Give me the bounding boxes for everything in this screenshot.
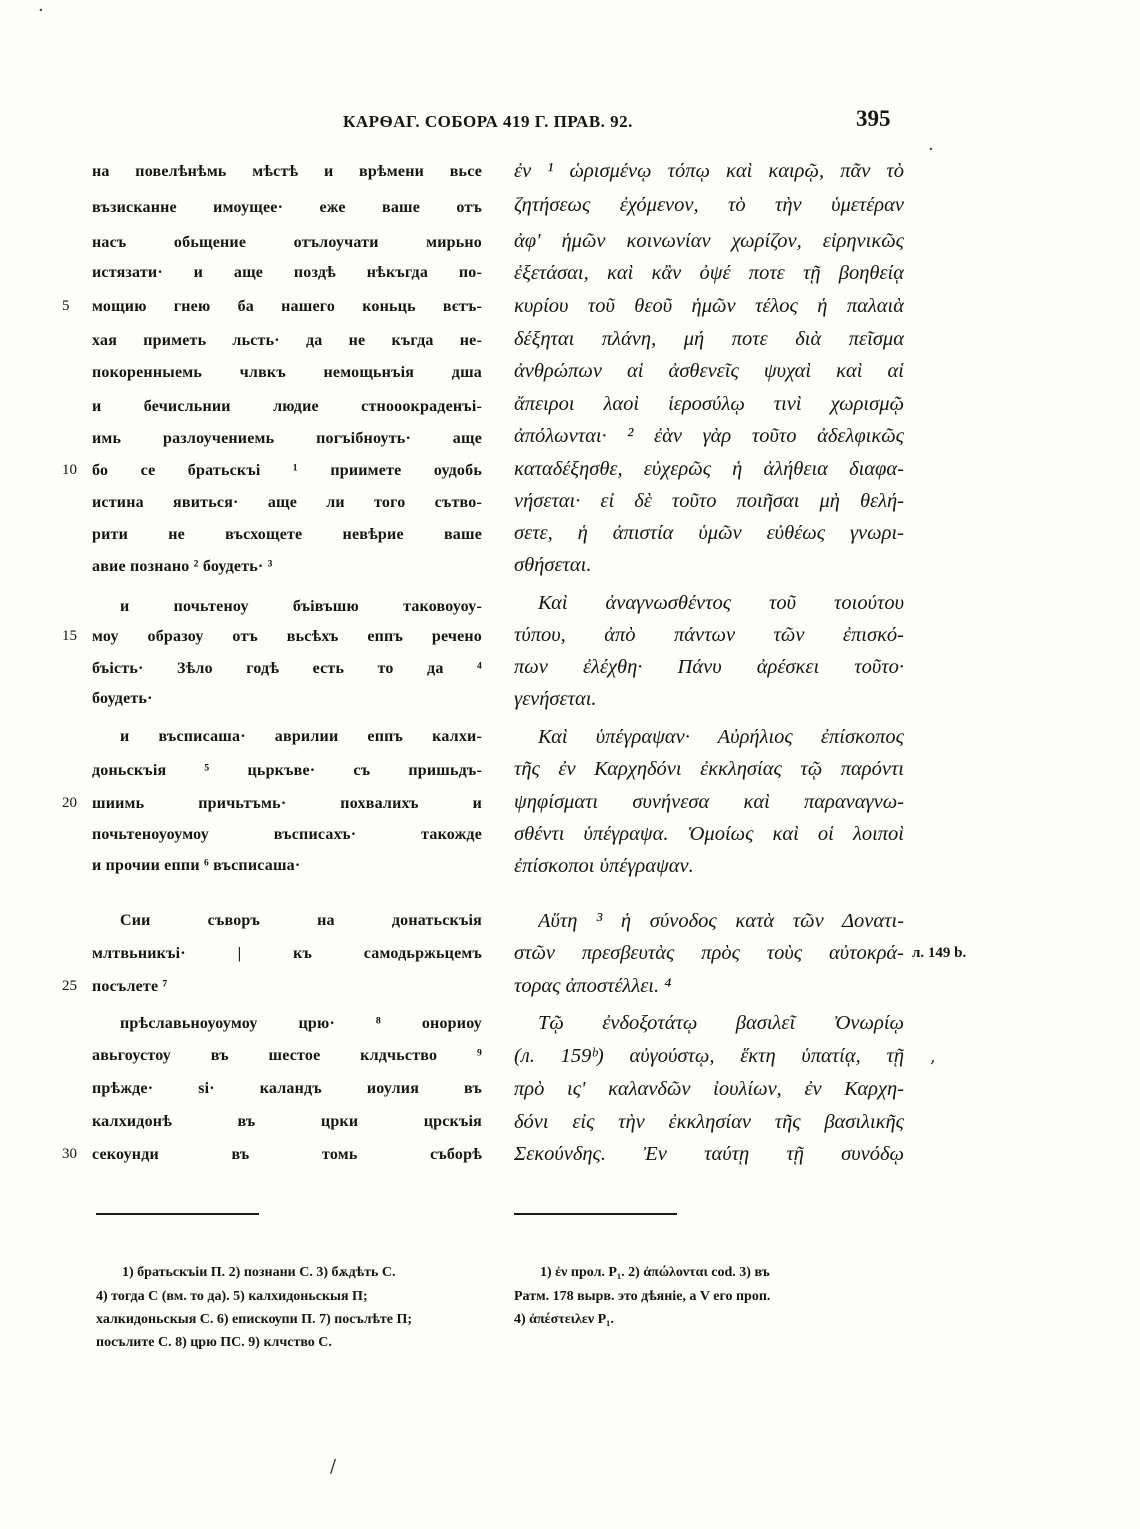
footnote-right: 4) ἀπέστειλεν P₁.: [514, 1312, 614, 1327]
slavonic-line: на повелѣнѣмь мѣстѣ и врѣмени вьсе: [92, 163, 482, 180]
slavonic-line: шиимь причьтъмь· похвалихъ и: [92, 795, 482, 812]
slavonic-line: възисканне имоущее· еже ваше отъ: [92, 199, 482, 216]
greek-line: ἀνθρώπων αἱ ἀσθενεῖς ψυχαὶ καὶ αἱ: [514, 360, 904, 382]
line-number: 20: [62, 795, 77, 811]
greek-line: σθέντι ὑπέγραψα. Ὁμοίως καὶ οἱ λοιποὶ: [514, 823, 904, 845]
slavonic-line: калхидонѣ въ црки црскъія: [92, 1113, 482, 1130]
greek-line: στῶν πρεσβευτὰς πρὸς τοὺς αὐτοκρά-: [514, 942, 904, 964]
greek-line: καταδέξησθε, εὐχερῶς ἡ ἀλήθεια διαφα-: [514, 458, 904, 480]
margin-folio-note: л. 149 b.: [912, 945, 967, 961]
greek-line: ψηφίσματι συνήνεσα καὶ παραναγνω-: [514, 791, 904, 813]
greek-line: νήσεται· εἰ δὲ τοῦτο ποιῆσαι μὴ θελή-: [514, 490, 904, 512]
slavonic-line: рити не въсхощете невѣрие ваше: [92, 526, 482, 543]
greek-line: σθήσεται.: [514, 554, 592, 576]
greek-line: ἐν ¹ ὡρισμένῳ τόπῳ καὶ καιρῷ, πᾶν τὸ: [514, 160, 904, 182]
running-head: КАРѲАГ. СОБОРА 419 Г. ПРАВ. 92.: [343, 112, 633, 131]
slavonic-line: и прочии еппи ⁶ въсписаша·: [92, 857, 301, 874]
greek-line: τύπου, ἀπὸ πάντων τῶν ἐπισκό-: [514, 624, 904, 646]
print-speck: ·: [928, 139, 934, 160]
line-number: 15: [62, 628, 77, 644]
slavonic-line: покоренныемь члвкъ немощьнъія дша: [92, 364, 482, 381]
greek-line: Τῷ ἐνδοξοτάτῳ βασιλεῖ Ὀνωρίῳ: [538, 1012, 904, 1034]
footnote-left: 4) тогда С (вм. то да). 5) калхидоньскыя П;: [96, 1289, 368, 1304]
footnote-left: 1) братьскъіи П. 2) познани С. 3) бѫдѣть С.: [122, 1265, 396, 1280]
greek-line: πων ἐλέχθη· Πάνυ ἀρέσκει τοῦτο·: [514, 656, 904, 678]
slavonic-line: Сии съворъ на донатьскъія: [120, 912, 482, 929]
footnote-right: Ратм. 178 вырв. это дѣяніе, а V его проп.: [514, 1289, 771, 1304]
greek-line: κυρίου τοῦ θεοῦ ἡμῶν τέλος ἡ παλαιὰ: [514, 295, 904, 317]
greek-line: ἀφ' ἡμῶν κοινωνίαν χωρίζον, εἰρηνικῶς: [514, 230, 904, 252]
footnote-rule-right: [514, 1213, 677, 1215]
slavonic-line: мощию гнею ба нашего коньць вєтъ-: [92, 298, 482, 315]
slavonic-line: и въсписаша· аврилии еппъ калхи-: [120, 728, 482, 745]
slavonic-line: посълете ⁷: [92, 978, 168, 995]
slavonic-line: хая приметь льсть· да не къгда не-: [92, 332, 482, 349]
slavonic-line: насъ обьщение отълоучати мирьно: [92, 234, 482, 251]
greek-line: ἀπόλωνται· ² ἐὰν γὰρ τοῦτο ἀδελφικῶς: [514, 425, 904, 447]
slavonic-line: и бечисльнии людие стнооокраденъі-: [92, 398, 482, 415]
print-speck: ,: [930, 1046, 936, 1067]
greek-line: Αὕτη ³ ἡ σύνοδος κατὰ τῶν Δονατι-: [538, 910, 904, 932]
greek-line: δέξηται πλάνη, μή ποτε διὰ πεῖσμα: [514, 328, 904, 350]
line-number: 25: [62, 978, 77, 994]
slavonic-line: почьтеноуоумоу въсписахъ· такожде: [92, 826, 482, 843]
page-number: 395: [856, 106, 891, 131]
greek-line: ζητήσεως ἐχόμενον, τὸ τὴν ὑμετέραν: [514, 194, 904, 216]
greek-line: πρὸ ις' καλανδῶν ἰουλίων, ἐν Καρχη-: [514, 1078, 904, 1100]
greek-line: ἐξετάσαι, καὶ κἂν ὀψέ ποτε τῇ βοηθείᾳ: [514, 262, 904, 284]
slavonic-line: бо се братьскъі ¹ приимете оудобь: [92, 462, 482, 479]
greek-line: Καὶ ἀναγνωσθέντος τοῦ τοιούτου: [538, 592, 904, 614]
slavonic-line: имь разлоучениемь погъібноуть· аще: [92, 430, 482, 447]
slavonic-line: и почьтеноу бъівъшю таковоуоу-: [120, 598, 482, 615]
slavonic-line: истязати· и аще поздѣ нѣкъгда по-: [92, 264, 482, 281]
slavonic-line: доньскъія ⁵ цьркъве· съ пришьдъ-: [92, 762, 482, 779]
slavonic-line: боудеть·: [92, 690, 153, 707]
greek-line: τορας ἀποστέλλει. ⁴: [514, 975, 672, 997]
print-speck: ·: [38, 0, 44, 21]
line-number: 5: [62, 298, 70, 314]
print-speck: /: [330, 1456, 337, 1477]
slavonic-line: авие познано ² боудеть· ³: [92, 558, 273, 575]
footnote-rule-left: [96, 1213, 259, 1215]
slavonic-line: моу образоу отъ вьсѣхъ еппъ речено: [92, 628, 482, 645]
greek-line: Σεκούνδης. Ἐν ταύτῃ τῇ συνόδῳ: [514, 1143, 904, 1165]
greek-line: τῆς ἐν Καρχηδόνι ἐκκλησίας τῷ παρόντι: [514, 758, 904, 780]
greek-line: Καὶ ὑπέγραψαν· Αὐρήλιος ἐπίσκοπος: [538, 726, 904, 748]
slavonic-line: авьгоустоу въ шестое клдчьство ⁹: [92, 1047, 482, 1064]
slavonic-line: млтвьникъі· | къ самодьржьцемъ: [92, 945, 482, 962]
greek-line: ἄπειροι λαοὶ ἱεροσύλῳ τινὶ χωρισμῷ: [514, 393, 904, 415]
greek-line: σετε, ἡ ἀπιστία ὑμῶν εὐθέως γνωρι-: [514, 522, 904, 544]
greek-line: δόνι εἰς τὴν ἐκκλησίαν τῆς βασιλικῆς: [514, 1111, 904, 1133]
slavonic-line: истина явиться· аще ли того сътво-: [92, 494, 482, 511]
line-number: 30: [62, 1146, 77, 1162]
greek-line: γενήσεται.: [514, 688, 597, 710]
slavonic-line: прѣславьноуоумоу црю· ⁸ онориоу: [120, 1015, 482, 1032]
footnote-left: посълите С. 8) црю ПС. 9) клчство С.: [96, 1335, 332, 1350]
slavonic-line: прѣжде· ѕі· каландъ иоулия въ: [92, 1080, 482, 1097]
line-number: 10: [62, 462, 77, 478]
footnote-left: халкидоньскыя С. 6) епискѹпи П. 7) посълѣте П;: [96, 1312, 413, 1327]
slavonic-line: бъість· Зѣло годѣ есть то да ⁴: [92, 660, 482, 677]
greek-line: (л. 159ᵇ) αὐγούστῳ, ἕκτη ὑπατίᾳ, τῇ: [514, 1045, 904, 1067]
greek-line: ἐπίσκοποι ὑπέγραψαν.: [514, 855, 694, 877]
footnote-right: 1) ἐν прол. P₁. 2) ἀπώλονται cod. 3) въ: [540, 1265, 770, 1280]
slavonic-line: секоунди въ томь съборѣ: [92, 1146, 482, 1163]
